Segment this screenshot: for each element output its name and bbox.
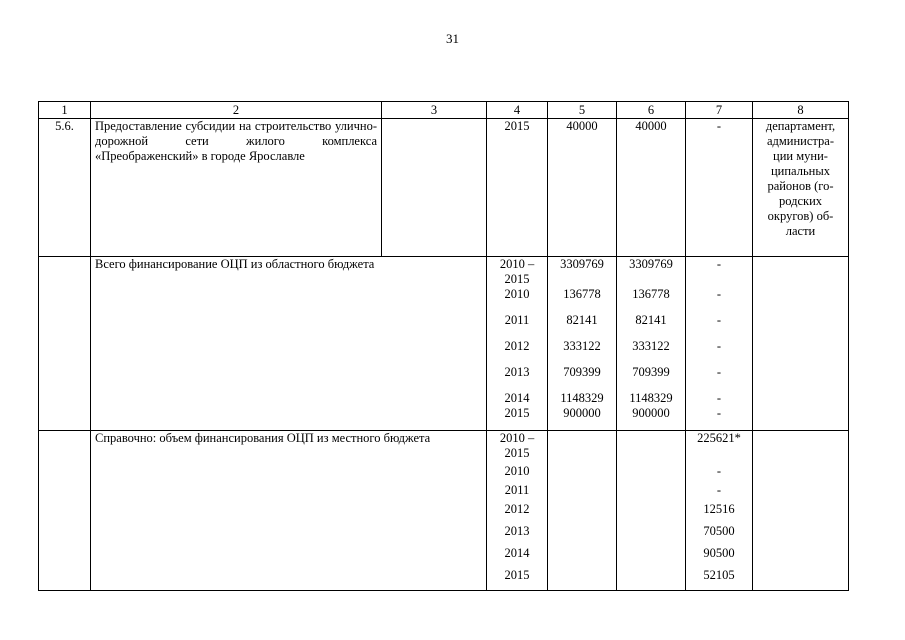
value: 82141 (635, 313, 667, 327)
value: - (716, 391, 722, 405)
executor-line: ципальных (770, 164, 830, 178)
value: 900000 (563, 406, 601, 420)
year: 2013 (504, 365, 530, 379)
item-total: 40000 (548, 119, 617, 257)
col-header: 1 (39, 102, 91, 119)
page-number: 31 (446, 31, 459, 46)
value: 136778 (632, 287, 670, 301)
value: 1148329 (560, 391, 604, 405)
value: - (716, 313, 722, 327)
year: 2015 (504, 446, 530, 460)
value: 3309769 (560, 257, 604, 271)
table-row-regional-total (39, 257, 849, 431)
executor-line: ции муни- (773, 149, 828, 163)
executor-line: департамент, (765, 119, 836, 133)
executor-line: администра- (766, 134, 834, 148)
value (690, 446, 748, 464)
item-name: Предоставление субсидии на строительство улично-дорожной сети жилого комплекса «Преображенский» в городе Ярославле (91, 119, 382, 257)
year: 2014 (504, 546, 530, 560)
item-executor (753, 119, 849, 257)
regional-col6 (617, 257, 686, 431)
year: 2010 (504, 464, 530, 478)
col-header: 4 (487, 102, 548, 119)
value: 70500 (703, 524, 735, 538)
value: - (716, 365, 722, 379)
value: - (716, 339, 722, 353)
col-header: 3 (382, 102, 487, 119)
year: 2013 (504, 524, 530, 538)
year: 2015 (504, 406, 530, 420)
empty-cell (39, 257, 91, 431)
value: 82141 (566, 313, 598, 327)
value: - (716, 406, 722, 420)
item-year: 2015 (487, 119, 548, 257)
local-ref-label: Справочно: объем финансирования ОЦП из местного бюджета (91, 431, 487, 591)
value: - (716, 464, 722, 478)
col-header: 6 (617, 102, 686, 119)
year: 2015 (504, 272, 530, 286)
value: 709399 (632, 365, 670, 379)
year: 2015 (504, 568, 530, 582)
item-regional: 40000 (617, 119, 686, 257)
value (690, 272, 748, 287)
executor-line: округов) об- (767, 209, 834, 223)
value: 1148329 (629, 391, 673, 405)
regional-total-label: Всего финансирование ОЦП из областного бюджета (91, 257, 487, 431)
year: 2014 (504, 391, 530, 405)
local-years (487, 431, 548, 591)
empty-cell (753, 257, 849, 431)
empty-cell (548, 431, 617, 591)
financing-table (38, 101, 849, 591)
year: 2012 (504, 339, 530, 353)
col-header: 5 (548, 102, 617, 119)
value: 136778 (563, 287, 601, 301)
regional-col7 (686, 257, 753, 431)
executor-line: родских (778, 194, 823, 208)
col-header: 8 (753, 102, 849, 119)
table-row-5-6 (39, 119, 849, 257)
empty-cell (39, 431, 91, 591)
executor-line: ласти (785, 224, 816, 238)
year: 2012 (504, 502, 530, 516)
value: - (716, 483, 722, 497)
year: 2010 – (499, 431, 535, 445)
value: 333122 (632, 339, 670, 353)
col-header: 7 (686, 102, 753, 119)
executor-line: районов (го- (767, 179, 834, 193)
year: 2010 – (499, 257, 535, 271)
value (552, 272, 612, 287)
col-header: 2 (91, 102, 382, 119)
year: 2011 (504, 313, 530, 327)
header-row (39, 102, 849, 119)
value: 709399 (563, 365, 601, 379)
value: 333122 (563, 339, 601, 353)
value: 225621* (697, 431, 741, 445)
year: 2010 (504, 287, 530, 301)
table-row-local-reference (39, 431, 849, 591)
regional-col5 (548, 257, 617, 431)
regional-years (487, 257, 548, 431)
value: 3309769 (629, 257, 673, 271)
year: 2011 (504, 483, 530, 497)
value: - (716, 287, 722, 301)
item-col3 (382, 119, 487, 257)
value: 90500 (703, 546, 735, 560)
empty-cell (617, 431, 686, 591)
local-col7 (686, 431, 753, 591)
value: - (716, 257, 722, 271)
empty-cell (753, 431, 849, 591)
item-local: - (686, 119, 753, 257)
value (621, 272, 681, 287)
value: 12516 (703, 502, 735, 516)
value: 900000 (632, 406, 670, 420)
item-number: 5.6. (39, 119, 91, 257)
value: 52105 (703, 568, 735, 582)
